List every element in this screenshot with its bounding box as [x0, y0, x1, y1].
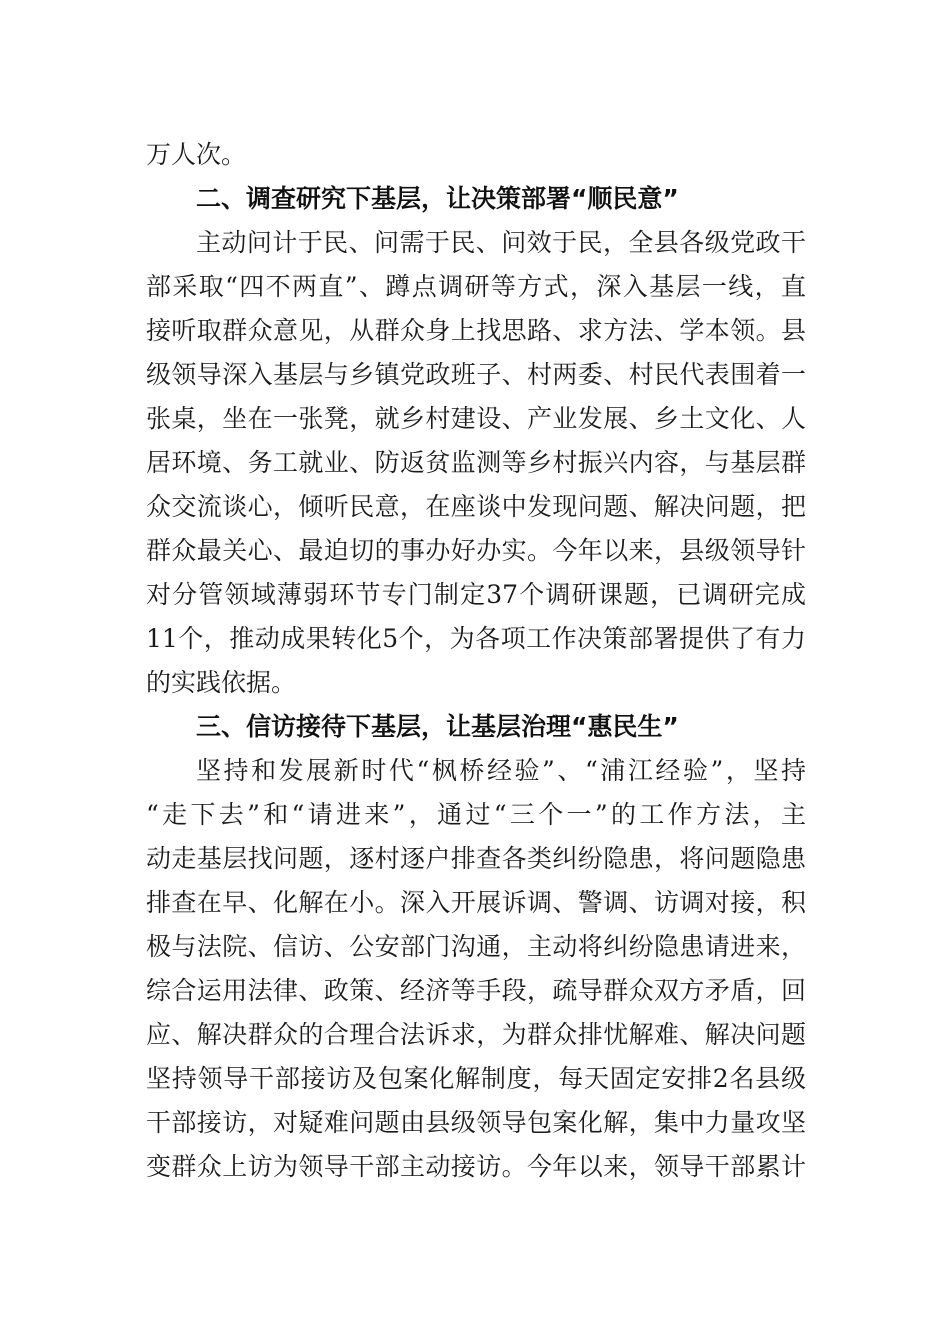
body-text-line: 的实践依据。: [146, 668, 297, 697]
body-text-line: 众交流谈心，倾听民意，在座谈中发现问题、解决问题，把: [146, 492, 806, 521]
body-text-line: 综合运用法律、政策、经济等手段，疏导群众双方矛盾，回: [146, 976, 806, 1005]
body-text-line: 极与法院、信访、公安部门沟通，主动将纠纷隐患请进来，: [146, 932, 806, 961]
body-text-line: 变群众上访为领导干部主动接访。今年以来，领导干部累计: [146, 1152, 806, 1181]
body-text-line: 对分管领域薄弱环节专门制定37个调研课题，已调研完成: [146, 580, 806, 609]
body-text-line: 级领导深入基层与乡镇党政班子、村两委、村民代表围着一: [146, 360, 806, 389]
body-text-line: 干部接访，对疑难问题由县级领导包案化解，集中力量攻坚: [146, 1108, 806, 1137]
body-text-line: 坚持领导干部接访及包案化解制度，每天固定安排2名县级: [146, 1064, 806, 1093]
section-heading-2: 二、调查研究下基层，让决策部署“顺民意”: [196, 184, 679, 213]
body-text-line: 坚持和发展新时代“枫桥经验”、“浦江经验”，坚持: [196, 756, 806, 785]
body-text-line: 应、解决群众的合理合法诉求，为群众排忧解难、解决问题: [146, 1020, 806, 1049]
body-text-line: 万人次。: [146, 140, 247, 169]
section-heading-3: 三、信访接待下基层，让基层治理“惠民生”: [196, 712, 679, 741]
body-text-line: 排查在早、化解在小。深入开展诉调、警调、访调对接，积: [146, 888, 806, 917]
body-text-line: 居环境、务工就业、防返贫监测等乡村振兴内容，与基层群: [146, 448, 806, 477]
body-text-line: 动走基层找问题，逐村逐户排查各类纠纷隐患，将问题隐患: [146, 844, 806, 873]
body-text-line: 主动问计于民、问需于民、问效于民，全县各级党政干: [196, 228, 806, 257]
body-text-line: 接听取群众意见，从群众身上找思路、求方法、学本领。县: [146, 316, 806, 345]
body-text-line: 部采取“四不两直”、蹲点调研等方式，深入基层一线，直: [146, 272, 806, 301]
body-text-line: 张桌，坐在一张凳，就乡村建设、产业发展、乡土文化、人: [146, 404, 806, 433]
body-text-line: 群众最关心、最迫切的事办好办实。今年以来，县级领导针: [146, 536, 806, 565]
body-text-line: 11个，推动成果转化5个，为各项工作决策部署提供了有力: [146, 624, 806, 653]
body-text-line: “走下去”和“请进来”，通过“三个一”的工作方法，主: [146, 800, 806, 829]
